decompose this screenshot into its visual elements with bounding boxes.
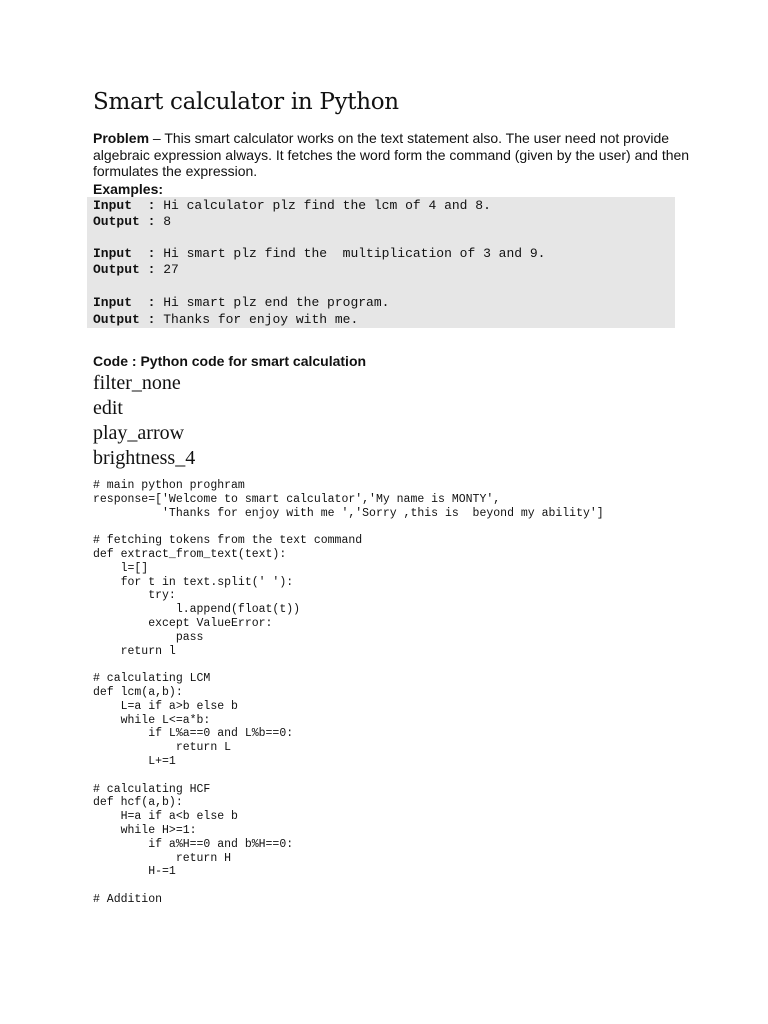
- code-block: [93, 479, 604, 907]
- code-line: [93, 879, 604, 893]
- code-line: pass: [93, 630, 204, 644]
- code-line: # calculating LCM: [93, 672, 211, 686]
- input-text: Hi smart plz find the multiplication of 3 and 9.: [155, 246, 546, 261]
- code-line: def lcm(a,b):: [93, 685, 183, 699]
- code-line: except ValueError:: [93, 616, 273, 630]
- example-2-output: [93, 262, 179, 277]
- example-1-output: [93, 214, 171, 229]
- input-text: Hi calculator plz find the lcm of 4 and 8.: [155, 198, 491, 213]
- output-label: Output :: [93, 214, 156, 229]
- example-1-input: [93, 198, 491, 213]
- code-line: 'Thanks for enjoy with me ','Sorry ,this is beyond my ability']: [93, 506, 604, 520]
- code-line: return l: [93, 644, 176, 658]
- example-3-input: [93, 295, 389, 310]
- code-line: H-=1: [93, 865, 176, 879]
- edit-button[interactable]: edit: [93, 397, 123, 419]
- code-heading: Code : Python code for smart calculation: [93, 353, 367, 369]
- output-text: Thanks for enjoy with me.: [155, 312, 359, 327]
- examples-box: [87, 197, 675, 328]
- problem-text: – This smart calculator works on the text statement also. The user need not provide algebraic expression always. It fetches the word form the command (given by the user) and then formulates the expression.: [93, 130, 690, 179]
- input-label: Input :: [93, 295, 156, 310]
- code-line: # main python proghram: [93, 479, 245, 492]
- code-line: H=a if a<b else b: [93, 810, 238, 824]
- code-line: for t in text.split(' '):: [93, 575, 294, 589]
- code-line: if L%a==0 and L%b==0:: [93, 727, 294, 741]
- code-line: # calculating HCF: [93, 782, 211, 796]
- code-line: return L: [93, 741, 232, 755]
- code-line: while L<=a*b:: [93, 713, 211, 727]
- brightness-4-button[interactable]: brightness_4: [93, 447, 196, 469]
- examples-label: Examples:: [93, 181, 164, 197]
- code-line: try:: [93, 589, 176, 603]
- problem-statement: [93, 130, 693, 180]
- page-title: Smart calculator in Python: [93, 89, 399, 115]
- example-3-output: [93, 312, 358, 327]
- code-line: L+=1: [93, 754, 176, 768]
- input-label: Input :: [93, 246, 156, 261]
- code-line: # Addition: [93, 892, 163, 906]
- code-line: [93, 658, 604, 672]
- play-arrow-button[interactable]: play_arrow: [93, 422, 185, 444]
- code-line: l.append(float(t)): [93, 603, 301, 617]
- code-line: l=[]: [93, 561, 149, 575]
- problem-label: Problem: [93, 130, 150, 146]
- input-label: Input :: [93, 198, 156, 213]
- code-line: [93, 769, 604, 783]
- code-line: def extract_from_text(text):: [93, 547, 287, 561]
- example-2-input: [93, 246, 546, 261]
- output-label: Output :: [93, 262, 156, 277]
- code-line: response=['Welcome to smart calculator','My name is MONTY',: [93, 492, 501, 506]
- code-line: [93, 520, 604, 534]
- output-text: 27: [155, 262, 179, 277]
- code-line: if a%H==0 and b%H==0:: [93, 837, 294, 851]
- code-line: return H: [93, 851, 232, 865]
- code-line: def hcf(a,b):: [93, 796, 183, 810]
- code-line: # fetching tokens from the text command: [93, 534, 363, 548]
- code-line: while H>=1:: [93, 823, 197, 837]
- code-line: L=a if a>b else b: [93, 699, 238, 713]
- filter-none-button[interactable]: filter_none: [93, 372, 181, 394]
- input-text: Hi smart plz end the program.: [155, 295, 390, 310]
- output-label: Output :: [93, 312, 156, 327]
- output-text: 8: [155, 214, 172, 229]
